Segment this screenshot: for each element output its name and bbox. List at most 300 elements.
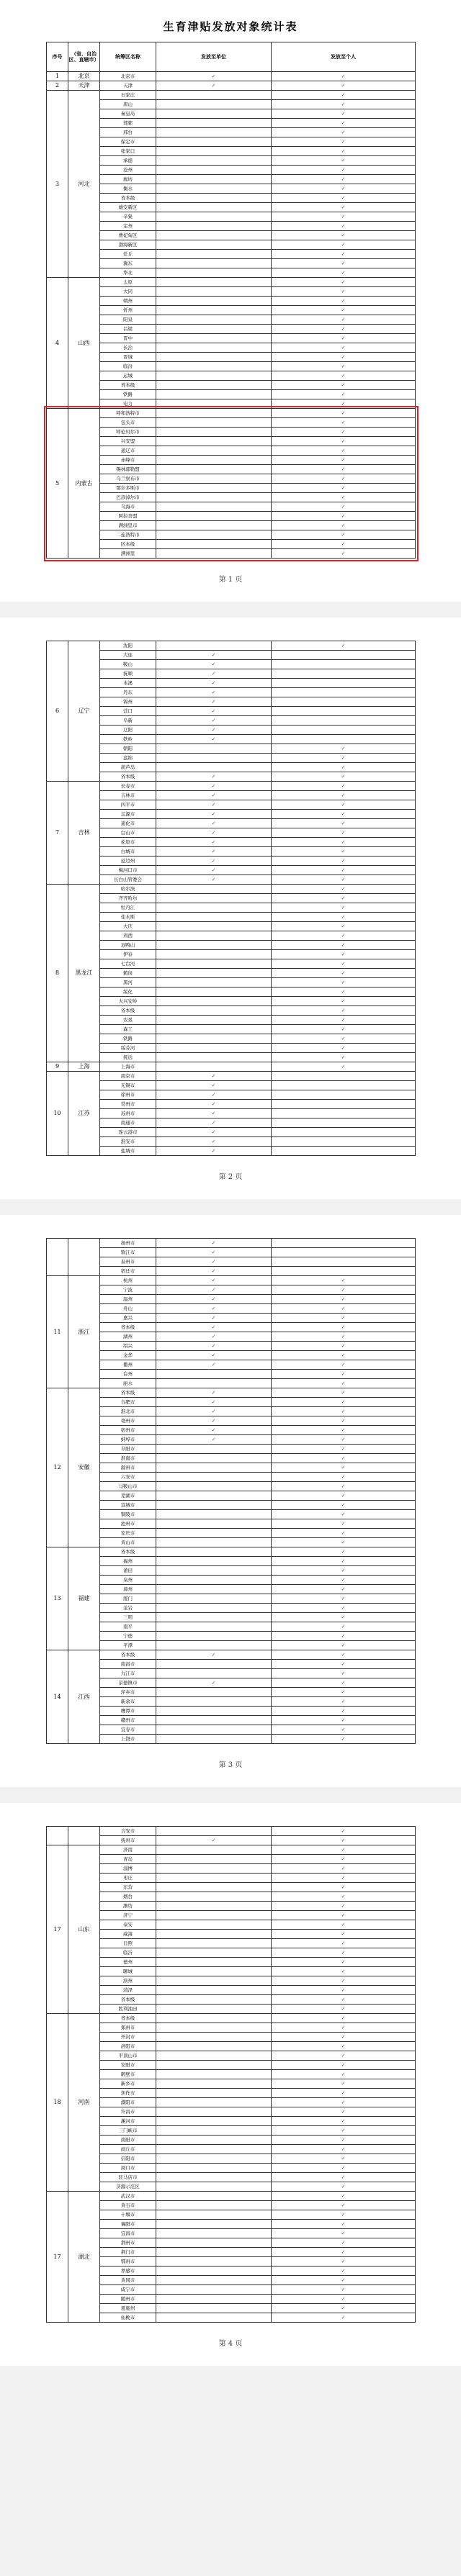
personal-check-cell xyxy=(272,128,416,137)
check-mark-icon: ✓ xyxy=(341,923,346,929)
check-mark-icon: ✓ xyxy=(341,381,346,388)
unit-check-cell xyxy=(156,137,272,147)
unit-check-cell xyxy=(156,847,272,857)
region-name-cell: 齐齐哈尔 xyxy=(100,894,156,903)
unit-check-cell xyxy=(156,1137,272,1147)
unit-check-cell xyxy=(156,2257,272,2267)
table-row xyxy=(47,2014,416,2023)
check-mark-icon: ✓ xyxy=(341,466,346,472)
check-mark-icon: ✓ xyxy=(341,185,346,191)
table-row xyxy=(47,2079,416,2089)
personal-check-cell xyxy=(272,530,416,540)
region-name-cell: 二连浩特市 xyxy=(100,530,156,540)
region-name-cell: 巴彦淖尔市 xyxy=(100,493,156,502)
table-row xyxy=(47,819,416,828)
seq-cell: 11 xyxy=(47,1276,68,1388)
region-name-cell: 漳州 xyxy=(100,1585,156,1594)
unit-check-cell xyxy=(156,109,272,119)
personal-check-cell xyxy=(272,1585,416,1594)
check-mark-icon: ✓ xyxy=(211,82,216,89)
table-row xyxy=(47,1845,416,1855)
personal-check-cell xyxy=(272,1491,416,1501)
check-mark-icon: ✓ xyxy=(341,1707,346,1714)
check-mark-icon: ✓ xyxy=(341,1856,346,1862)
table-row xyxy=(47,1062,416,1072)
table-row xyxy=(47,707,416,716)
unit-check-cell xyxy=(156,1604,272,1613)
check-mark-icon: ✓ xyxy=(341,250,346,257)
region-name-cell: 台州 xyxy=(100,1370,156,1379)
province-cell: 天津 xyxy=(68,81,100,91)
region-name-cell: 德州 xyxy=(100,1958,156,1967)
stats-table xyxy=(46,42,416,559)
personal-check-cell xyxy=(272,1267,416,1276)
personal-check-cell xyxy=(272,782,416,791)
table-row xyxy=(47,1342,416,1351)
region-name-cell: 乌兰察布市 xyxy=(100,474,156,484)
unit-check-cell xyxy=(156,782,272,791)
table-row xyxy=(47,2117,416,2126)
personal-check-cell xyxy=(272,2276,416,2285)
check-mark-icon: ✓ xyxy=(341,73,346,79)
table-row xyxy=(47,512,416,521)
region-name-cell: 华北 xyxy=(100,268,156,278)
table-row xyxy=(47,828,416,838)
personal-check-cell xyxy=(272,1025,416,1034)
table-row xyxy=(47,1239,416,1248)
region-name-cell: 鹰潭市 xyxy=(100,1707,156,1716)
region-name-cell: 聊城 xyxy=(100,1967,156,1976)
check-mark-icon: ✓ xyxy=(341,2015,346,2021)
table-row xyxy=(47,287,416,297)
region-name-cell: 济宁 xyxy=(100,1911,156,1920)
unit-check-cell xyxy=(156,2210,272,2220)
unit-check-cell xyxy=(156,735,272,744)
region-name-cell: 南平 xyxy=(100,1622,156,1632)
unit-check-cell xyxy=(156,1109,272,1118)
region-name-cell: 省本级 xyxy=(100,381,156,390)
region-name-cell: 武汉市 xyxy=(100,2192,156,2201)
check-mark-icon: ✓ xyxy=(341,1930,346,1937)
personal-check-cell xyxy=(272,2023,416,2033)
region-name-cell: 上海市 xyxy=(100,1062,156,1072)
table-row xyxy=(47,259,416,268)
check-mark-icon: ✓ xyxy=(341,1427,346,1433)
region-name-cell: 乌海市 xyxy=(100,502,156,512)
check-mark-icon: ✓ xyxy=(341,2211,346,2218)
region-name-cell: 苏州市 xyxy=(100,1109,156,1118)
personal-check-cell xyxy=(272,1958,416,1967)
check-mark-icon: ✓ xyxy=(341,2024,346,2030)
region-name-cell: 大庆 xyxy=(100,922,156,931)
unit-check-cell xyxy=(156,194,272,203)
unit-check-cell xyxy=(156,913,272,922)
personal-check-cell xyxy=(272,763,416,772)
table-row xyxy=(47,484,416,493)
personal-check-cell xyxy=(272,941,416,950)
personal-check-cell xyxy=(272,1930,416,1939)
check-mark-icon: ✓ xyxy=(341,1874,346,1881)
region-name-cell: 保定市 xyxy=(100,137,156,147)
personal-check-cell xyxy=(272,1976,416,1986)
check-mark-icon: ✓ xyxy=(341,353,346,360)
unit-check-cell xyxy=(156,465,272,474)
region-name-cell: 石家庄 xyxy=(100,91,156,100)
personal-check-cell xyxy=(272,810,416,819)
seq-cell: 7 xyxy=(47,782,68,885)
unit-check-cell xyxy=(156,418,272,428)
unit-check-cell xyxy=(156,1883,272,1892)
region-name-cell: 安庆市 xyxy=(100,1529,156,1538)
unit-check-cell xyxy=(156,1632,272,1641)
unit-check-cell xyxy=(156,1323,272,1332)
personal-check-cell xyxy=(272,203,416,212)
unit-check-cell xyxy=(156,1016,272,1025)
unit-check-cell xyxy=(156,362,272,371)
personal-check-cell xyxy=(272,390,416,399)
region-name-cell: 驻马店市 xyxy=(100,2173,156,2182)
table-row xyxy=(47,726,416,735)
check-mark-icon: ✓ xyxy=(341,2305,346,2311)
table-row xyxy=(47,2070,416,2079)
table-row xyxy=(47,754,416,763)
check-mark-icon: ✓ xyxy=(341,1511,346,1517)
region-name-cell: 梅河口市 xyxy=(100,866,156,875)
table-row xyxy=(47,1883,416,1892)
table-row xyxy=(47,128,416,137)
personal-check-cell xyxy=(272,362,416,371)
table-row xyxy=(47,1463,416,1473)
table-row xyxy=(47,2210,416,2220)
table-row xyxy=(47,950,416,959)
personal-check-cell xyxy=(272,772,416,782)
region-name-cell: 菏泽 xyxy=(100,1986,156,1995)
table-row xyxy=(47,1285,416,1295)
unit-check-cell xyxy=(156,1491,272,1501)
check-mark-icon: ✓ xyxy=(341,1529,346,1536)
unit-check-cell xyxy=(156,1902,272,1911)
check-mark-icon: ✓ xyxy=(211,736,216,742)
check-mark-icon: ✓ xyxy=(211,1110,216,1116)
region-name-cell: 恩施州 xyxy=(100,2304,156,2313)
table-row xyxy=(47,1967,416,1976)
unit-check-cell xyxy=(156,1641,272,1650)
unit-check-cell xyxy=(156,446,272,456)
check-mark-icon: ✓ xyxy=(341,857,346,864)
check-mark-icon: ✓ xyxy=(211,782,216,789)
table-row xyxy=(47,1388,416,1398)
table-row xyxy=(47,91,416,100)
region-name-cell: 厦门 xyxy=(100,1594,156,1604)
check-mark-icon: ✓ xyxy=(341,642,346,648)
table-row xyxy=(47,697,416,707)
personal-check-cell xyxy=(272,791,416,800)
personal-check-cell xyxy=(272,1398,416,1407)
region-name-cell: 无锡市 xyxy=(100,1081,156,1090)
personal-check-cell xyxy=(272,2061,416,2070)
unit-check-cell xyxy=(156,2154,272,2164)
region-name-cell: 九江市 xyxy=(100,1669,156,1678)
region-name-cell: 大同 xyxy=(100,287,156,297)
check-mark-icon: ✓ xyxy=(211,1147,216,1154)
personal-check-cell xyxy=(272,474,416,484)
region-name-cell: 省本级 xyxy=(100,1388,156,1398)
check-mark-icon: ✓ xyxy=(341,1902,346,1909)
personal-check-cell xyxy=(272,1342,416,1351)
unit-check-cell xyxy=(156,1426,272,1435)
region-name-cell: 平潭 xyxy=(100,1641,156,1650)
check-mark-icon: ✓ xyxy=(211,1436,216,1442)
table-row xyxy=(47,1482,416,1491)
personal-check-cell xyxy=(272,1314,416,1323)
unit-check-cell xyxy=(156,810,272,819)
table-row xyxy=(47,1454,416,1463)
region-name-cell: 锦州 xyxy=(100,697,156,707)
check-mark-icon: ✓ xyxy=(341,1689,346,1695)
check-mark-icon: ✓ xyxy=(211,679,216,686)
personal-check-cell xyxy=(272,2033,416,2042)
personal-check-cell xyxy=(272,1622,416,1632)
unit-check-cell xyxy=(156,1454,272,1463)
region-name-cell: 南通市 xyxy=(100,1118,156,1128)
unit-check-cell xyxy=(156,2023,272,2033)
table-row xyxy=(47,1735,416,1744)
table-row xyxy=(47,521,416,530)
header-region: 统筹区名称 xyxy=(100,42,156,72)
check-mark-icon: ✓ xyxy=(341,876,346,882)
personal-check-cell xyxy=(272,240,416,250)
check-mark-icon: ✓ xyxy=(341,2127,346,2133)
table-row xyxy=(47,735,416,744)
unit-check-cell xyxy=(156,306,272,315)
personal-check-cell xyxy=(272,1604,416,1613)
personal-check-cell xyxy=(272,1902,416,1911)
province-cell: 河南 xyxy=(68,2014,100,2192)
region-name-cell: 白城市 xyxy=(100,847,156,857)
region-name-cell: 包头市 xyxy=(100,418,156,428)
personal-check-cell xyxy=(272,437,416,446)
unit-check-cell xyxy=(156,922,272,931)
region-name-cell: 黑河 xyxy=(100,978,156,988)
region-name-cell: 鹤岗 xyxy=(100,969,156,978)
province-cell: 河北 xyxy=(68,91,100,278)
personal-check-cell xyxy=(272,1678,416,1688)
seq-cell: 10 xyxy=(47,1072,68,1156)
check-mark-icon: ✓ xyxy=(211,1679,216,1686)
check-mark-icon: ✓ xyxy=(341,82,346,89)
region-name-cell: 长治 xyxy=(100,343,156,353)
unit-check-cell xyxy=(156,1967,272,1976)
personal-check-cell xyxy=(272,1407,416,1416)
unit-check-cell xyxy=(156,2229,272,2238)
check-mark-icon: ✓ xyxy=(341,484,346,491)
check-mark-icon: ✓ xyxy=(341,895,346,901)
unit-check-cell xyxy=(156,2238,272,2248)
personal-check-cell xyxy=(272,1986,416,1995)
region-name-cell: 温州 xyxy=(100,1295,156,1304)
table-row xyxy=(47,1650,416,1660)
province-cell xyxy=(68,1239,100,1276)
unit-check-cell xyxy=(156,530,272,540)
personal-check-cell xyxy=(272,1529,416,1538)
unit-check-cell xyxy=(156,1379,272,1388)
unit-check-cell xyxy=(156,1678,272,1688)
personal-check-cell xyxy=(272,1735,416,1744)
table-row xyxy=(47,2313,416,2323)
region-name-cell: 泰州市 xyxy=(100,1257,156,1267)
unit-check-cell xyxy=(156,1128,272,1137)
unit-check-cell xyxy=(156,1576,272,1585)
region-name-cell: 鹤壁市 xyxy=(100,2070,156,2079)
check-mark-icon: ✓ xyxy=(211,73,216,79)
region-name-cell: 忻州 xyxy=(100,306,156,315)
table-row xyxy=(47,1445,416,1454)
region-name-cell: 威海 xyxy=(100,1930,156,1939)
unit-check-cell xyxy=(156,2014,272,2023)
region-name-cell: 萍乡市 xyxy=(100,1688,156,1697)
table-row xyxy=(47,1314,416,1323)
check-mark-icon: ✓ xyxy=(341,2220,346,2227)
table-row xyxy=(47,1529,416,1538)
check-mark-icon: ✓ xyxy=(341,1632,346,1639)
personal-check-cell xyxy=(272,1697,416,1707)
province-cell: 湖北 xyxy=(68,2192,100,2323)
region-name-cell: 池州市 xyxy=(100,1519,156,1529)
table-row xyxy=(47,660,416,669)
personal-check-cell xyxy=(272,1613,416,1622)
check-mark-icon: ✓ xyxy=(341,839,346,845)
table-row xyxy=(47,428,416,437)
table-row xyxy=(47,1538,416,1547)
personal-check-cell xyxy=(272,1883,416,1892)
personal-check-cell xyxy=(272,1090,416,1100)
table-row xyxy=(47,493,416,502)
region-name-cell: 吕梁 xyxy=(100,325,156,334)
unit-check-cell xyxy=(156,1995,272,2005)
check-mark-icon: ✓ xyxy=(341,2146,346,2152)
table-row xyxy=(47,679,416,688)
check-mark-icon: ✓ xyxy=(341,764,346,770)
check-mark-icon: ✓ xyxy=(341,1846,346,1853)
table-row xyxy=(47,2145,416,2154)
unit-check-cell xyxy=(156,2042,272,2051)
personal-check-cell xyxy=(272,1062,416,1072)
personal-check-cell xyxy=(272,2257,416,2267)
table-title: 生育津贴发放对象统计表 xyxy=(163,20,298,33)
personal-check-cell xyxy=(272,399,416,409)
personal-check-cell xyxy=(272,81,416,91)
personal-check-cell xyxy=(272,1836,416,1845)
personal-check-cell xyxy=(272,1379,416,1388)
unit-check-cell xyxy=(156,679,272,688)
region-name-cell: 南昌市 xyxy=(100,1660,156,1669)
personal-check-cell xyxy=(272,669,416,679)
unit-check-cell xyxy=(156,1986,272,1995)
personal-check-cell xyxy=(272,1501,416,1510)
region-name-cell: 许昌市 xyxy=(100,2107,156,2117)
unit-check-cell xyxy=(156,437,272,446)
personal-check-cell xyxy=(272,343,416,353)
personal-check-cell xyxy=(272,969,416,978)
personal-check-cell xyxy=(272,1576,416,1585)
check-mark-icon: ✓ xyxy=(341,1539,346,1545)
unit-check-cell xyxy=(156,1445,272,1454)
personal-check-cell xyxy=(272,1323,416,1332)
check-mark-icon: ✓ xyxy=(341,1865,346,1871)
region-name-cell: 咸宁市 xyxy=(100,2285,156,2295)
check-mark-icon: ✓ xyxy=(341,541,346,547)
region-name-cell: 衢州 xyxy=(100,1360,156,1370)
region-name-cell: 延边州 xyxy=(100,857,156,866)
unit-check-cell xyxy=(156,1257,272,1267)
page-2 xyxy=(0,618,461,1199)
unit-check-cell xyxy=(156,2051,272,2061)
region-name-cell: 洛阳市 xyxy=(100,2042,156,2051)
personal-check-cell xyxy=(272,922,416,931)
check-mark-icon: ✓ xyxy=(341,2314,346,2320)
unit-check-cell xyxy=(156,1034,272,1044)
region-name-cell: 东营 xyxy=(100,1883,156,1892)
region-name-cell: 冀东 xyxy=(100,259,156,268)
personal-check-cell xyxy=(272,147,416,156)
unit-check-cell xyxy=(156,1435,272,1445)
check-mark-icon: ✓ xyxy=(341,232,346,238)
table-row xyxy=(47,343,416,353)
table-row xyxy=(47,315,416,325)
check-mark-icon: ✓ xyxy=(341,810,346,817)
personal-check-cell xyxy=(272,697,416,707)
unit-check-cell xyxy=(156,959,272,969)
check-mark-icon: ✓ xyxy=(341,101,346,107)
seq-cell: 9 xyxy=(47,1062,68,1072)
region-name-cell: 北京市 xyxy=(100,72,156,81)
personal-check-cell xyxy=(272,2201,416,2210)
region-name-cell: 嘉兴 xyxy=(100,1314,156,1323)
personal-check-cell xyxy=(272,1632,416,1641)
unit-check-cell xyxy=(156,828,272,838)
unit-check-cell xyxy=(156,688,272,697)
unit-check-cell xyxy=(156,1100,272,1109)
check-mark-icon: ✓ xyxy=(211,1361,216,1368)
table-row xyxy=(47,1379,416,1388)
table-row xyxy=(47,847,416,857)
unit-check-cell xyxy=(156,819,272,828)
unit-check-cell xyxy=(156,147,272,156)
personal-check-cell xyxy=(272,838,416,847)
personal-check-cell xyxy=(272,819,416,828)
personal-check-cell xyxy=(272,1445,416,1454)
personal-check-cell xyxy=(272,1967,416,1976)
check-mark-icon: ✓ xyxy=(341,1445,346,1452)
check-mark-icon: ✓ xyxy=(341,1679,346,1686)
personal-check-cell xyxy=(272,1864,416,1874)
personal-check-cell xyxy=(272,1257,416,1267)
check-mark-icon: ✓ xyxy=(341,979,346,985)
region-name-cell: 抚州市 xyxy=(100,1836,156,1845)
seq-cell: 13 xyxy=(47,1547,68,1650)
check-mark-icon: ✓ xyxy=(341,1548,346,1555)
unit-check-cell xyxy=(156,212,272,222)
personal-check-cell xyxy=(272,2173,416,2182)
region-name-cell: 本溪 xyxy=(100,679,156,688)
check-mark-icon: ✓ xyxy=(341,307,346,313)
personal-check-cell xyxy=(272,409,416,418)
table-row xyxy=(47,1118,416,1128)
check-mark-icon: ✓ xyxy=(341,438,346,444)
table-row xyxy=(47,250,416,259)
personal-check-cell xyxy=(272,2192,416,2201)
check-mark-icon: ✓ xyxy=(341,1837,346,1843)
